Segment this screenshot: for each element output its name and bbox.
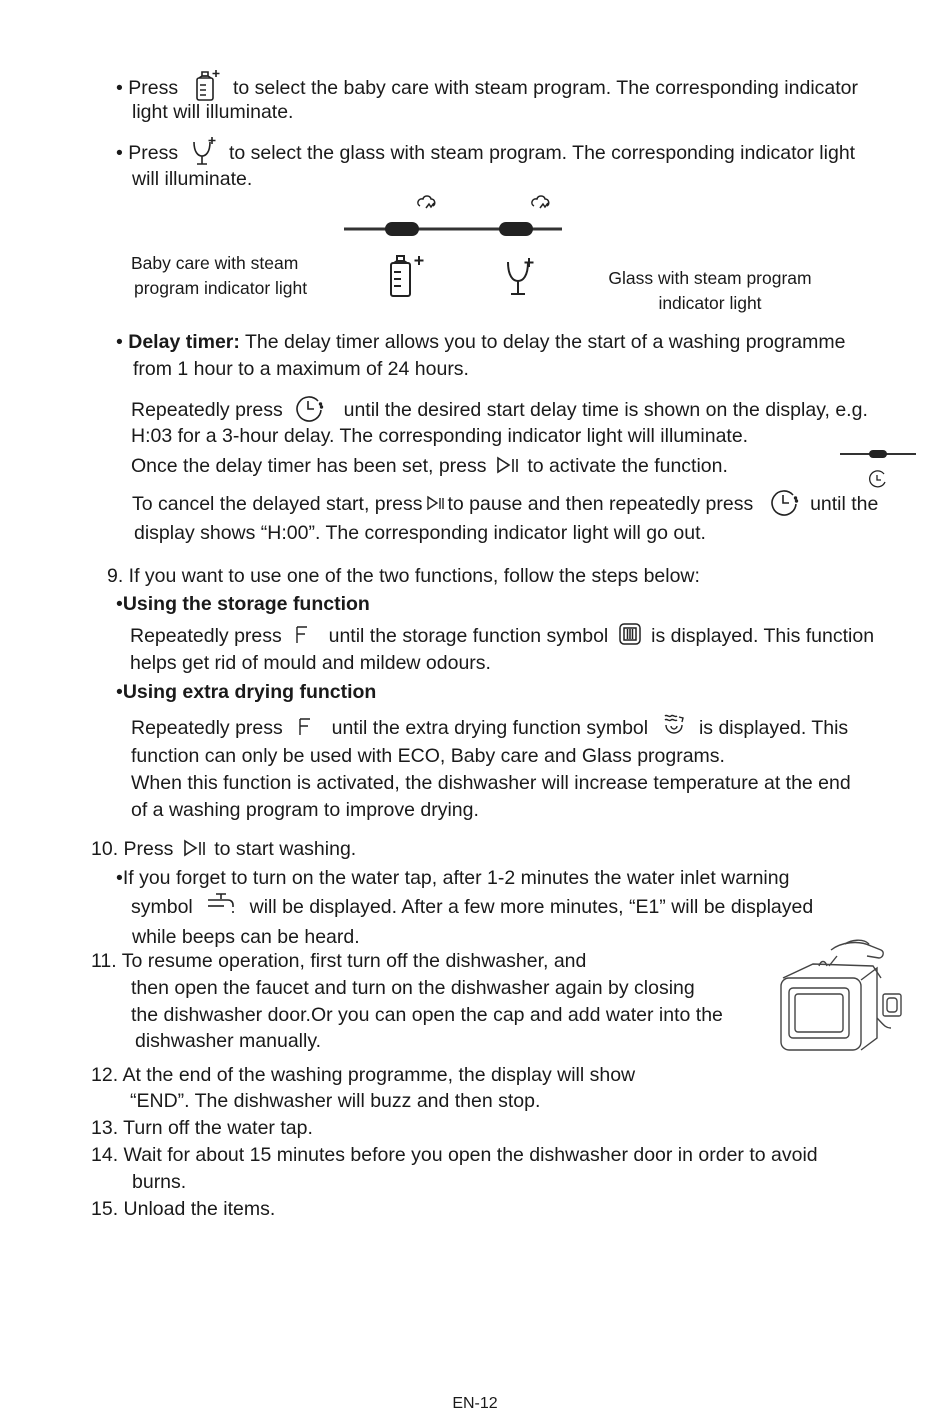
text: from 1 hour to a maximum of 24 hours. [133, 358, 469, 380]
bullet: • [116, 77, 123, 100]
text: If you forget to turn on the water tap, after 1-2 minutes the water inlet warning [122, 867, 790, 889]
text: H:03 for a 3-hour delay. The corresponding indicator light will illuminate. [131, 425, 749, 447]
bullet: • [116, 142, 123, 165]
text: Press [128, 142, 179, 165]
text: until the storage function symbol [328, 625, 609, 647]
text: function can only be used with ECO, Baby care and Glass programs. [131, 745, 725, 767]
step-9: 9. If you want to use one of the two functions, follow the steps below: [107, 565, 700, 587]
text: 10. Press [91, 838, 174, 860]
drying-line [131, 715, 848, 742]
delay-timer-title: Delay timer: [128, 331, 240, 353]
text: to activate the function. [527, 455, 728, 477]
text: helps get rid of mould and mildew odours. [130, 652, 491, 674]
play-pause-icon [426, 495, 446, 511]
step-15: 15. Unload the items. [91, 1198, 276, 1220]
text: while beeps can be heard. [132, 926, 360, 948]
bullet: • [116, 867, 123, 889]
baby-bottle-plus-icon [190, 68, 222, 102]
glass-plus-icon [190, 136, 218, 166]
bullet: • [116, 331, 123, 353]
storage-line [130, 623, 874, 650]
storage-icon [618, 622, 642, 646]
text: will illuminate. [132, 168, 253, 190]
storage-title: Using the storage function [122, 593, 370, 615]
text: Once the delay timer has been set, press [131, 455, 487, 477]
indicator-diagram [340, 188, 570, 298]
delay-once-line [131, 453, 728, 480]
text: to select the glass with steam program. The corresponding indicator light [228, 142, 856, 165]
label-line: Baby care with steam [131, 253, 299, 273]
text: until the extra drying function symbol [331, 717, 649, 739]
text: To cancel the delayed start, press [132, 493, 423, 516]
text: will be displayed. After a few more minutes, “E1” will be displayed [249, 896, 814, 918]
drying-icon [662, 712, 686, 738]
text: light will illuminate. [132, 101, 294, 123]
label-line: Glass with steam program [608, 268, 812, 288]
text: When this function is activated, the dishwasher will increase temperature at the end [131, 772, 851, 794]
drying-heading [116, 679, 376, 706]
text: The delay timer allows you to delay the start of a washing programme [239, 331, 846, 353]
baby-bottle-plus-icon [391, 256, 424, 296]
step-11: 11. To resume operation, first turn off the dishwasher, and [91, 950, 587, 972]
text: until the desired start delay time is shown on the display, e.g. [343, 399, 868, 422]
text: of a washing program to improve drying. [131, 799, 479, 821]
clock-icon [294, 393, 324, 423]
text: Press [128, 77, 179, 100]
delay-repeat-line [131, 396, 868, 426]
water-tap-icon [206, 891, 236, 917]
play-pause-icon [496, 456, 520, 474]
text: to select the baby care with steam program. The corresponding indicator [232, 77, 859, 100]
clock-indicator-graphic [838, 446, 918, 490]
drying-title: Using extra drying function [122, 681, 377, 703]
text: Repeatedly press [131, 717, 283, 739]
text: until the [810, 493, 879, 516]
text: to start washing. [214, 838, 357, 860]
label-line: program indicator light [134, 278, 308, 298]
text: dishwasher manually. [135, 1030, 322, 1052]
bullet: • [116, 593, 123, 615]
glass-plus-icon [508, 258, 534, 294]
clock-icon [769, 487, 799, 517]
label-line: indicator light [658, 293, 762, 313]
bullet-glass [116, 139, 855, 169]
text: Repeatedly press [131, 399, 283, 422]
water-tap-warning [116, 865, 789, 892]
text: is displayed. This function [651, 625, 875, 647]
text: is displayed. This [698, 717, 849, 739]
text: then open the faucet and turn on the dishwasher again by closing [131, 977, 695, 999]
label-baby-care-indicator [131, 251, 307, 301]
function-f-icon [295, 626, 309, 644]
step-14: 14. Wait for about 15 minutes before you open the dishwasher door in order to avoid [91, 1144, 818, 1166]
clock-icon [870, 471, 885, 487]
label-glass-indicator [592, 266, 828, 316]
bullet: • [116, 681, 123, 703]
text: display shows “H:00”. The corresponding indicator light will go out. [134, 522, 706, 544]
text: symbol [131, 896, 193, 918]
step-12: 12. At the end of the washing programme, the display will show [91, 1064, 636, 1086]
step-13: 13. Turn off the water tap. [91, 1117, 313, 1139]
text: to pause and then repeatedly press [447, 493, 754, 516]
text: “END”. The dishwasher will buzz and then stop. [130, 1090, 541, 1112]
delay-cancel-line [132, 490, 878, 520]
dishwasher-illustration [775, 938, 905, 1056]
tap-line [131, 894, 813, 921]
text: Repeatedly press [130, 625, 282, 647]
steam-icon [532, 196, 549, 208]
text: the dishwasher door.Or you can open the cap and add water into the [131, 1004, 723, 1026]
delay-timer-heading [116, 329, 845, 356]
function-f-icon [298, 718, 312, 736]
text: burns. [132, 1171, 187, 1193]
page-number: EN-12 [452, 1395, 498, 1412]
steam-icon [418, 196, 435, 208]
storage-heading [116, 591, 370, 618]
play-pause-icon [183, 839, 207, 857]
step-10 [91, 836, 356, 863]
